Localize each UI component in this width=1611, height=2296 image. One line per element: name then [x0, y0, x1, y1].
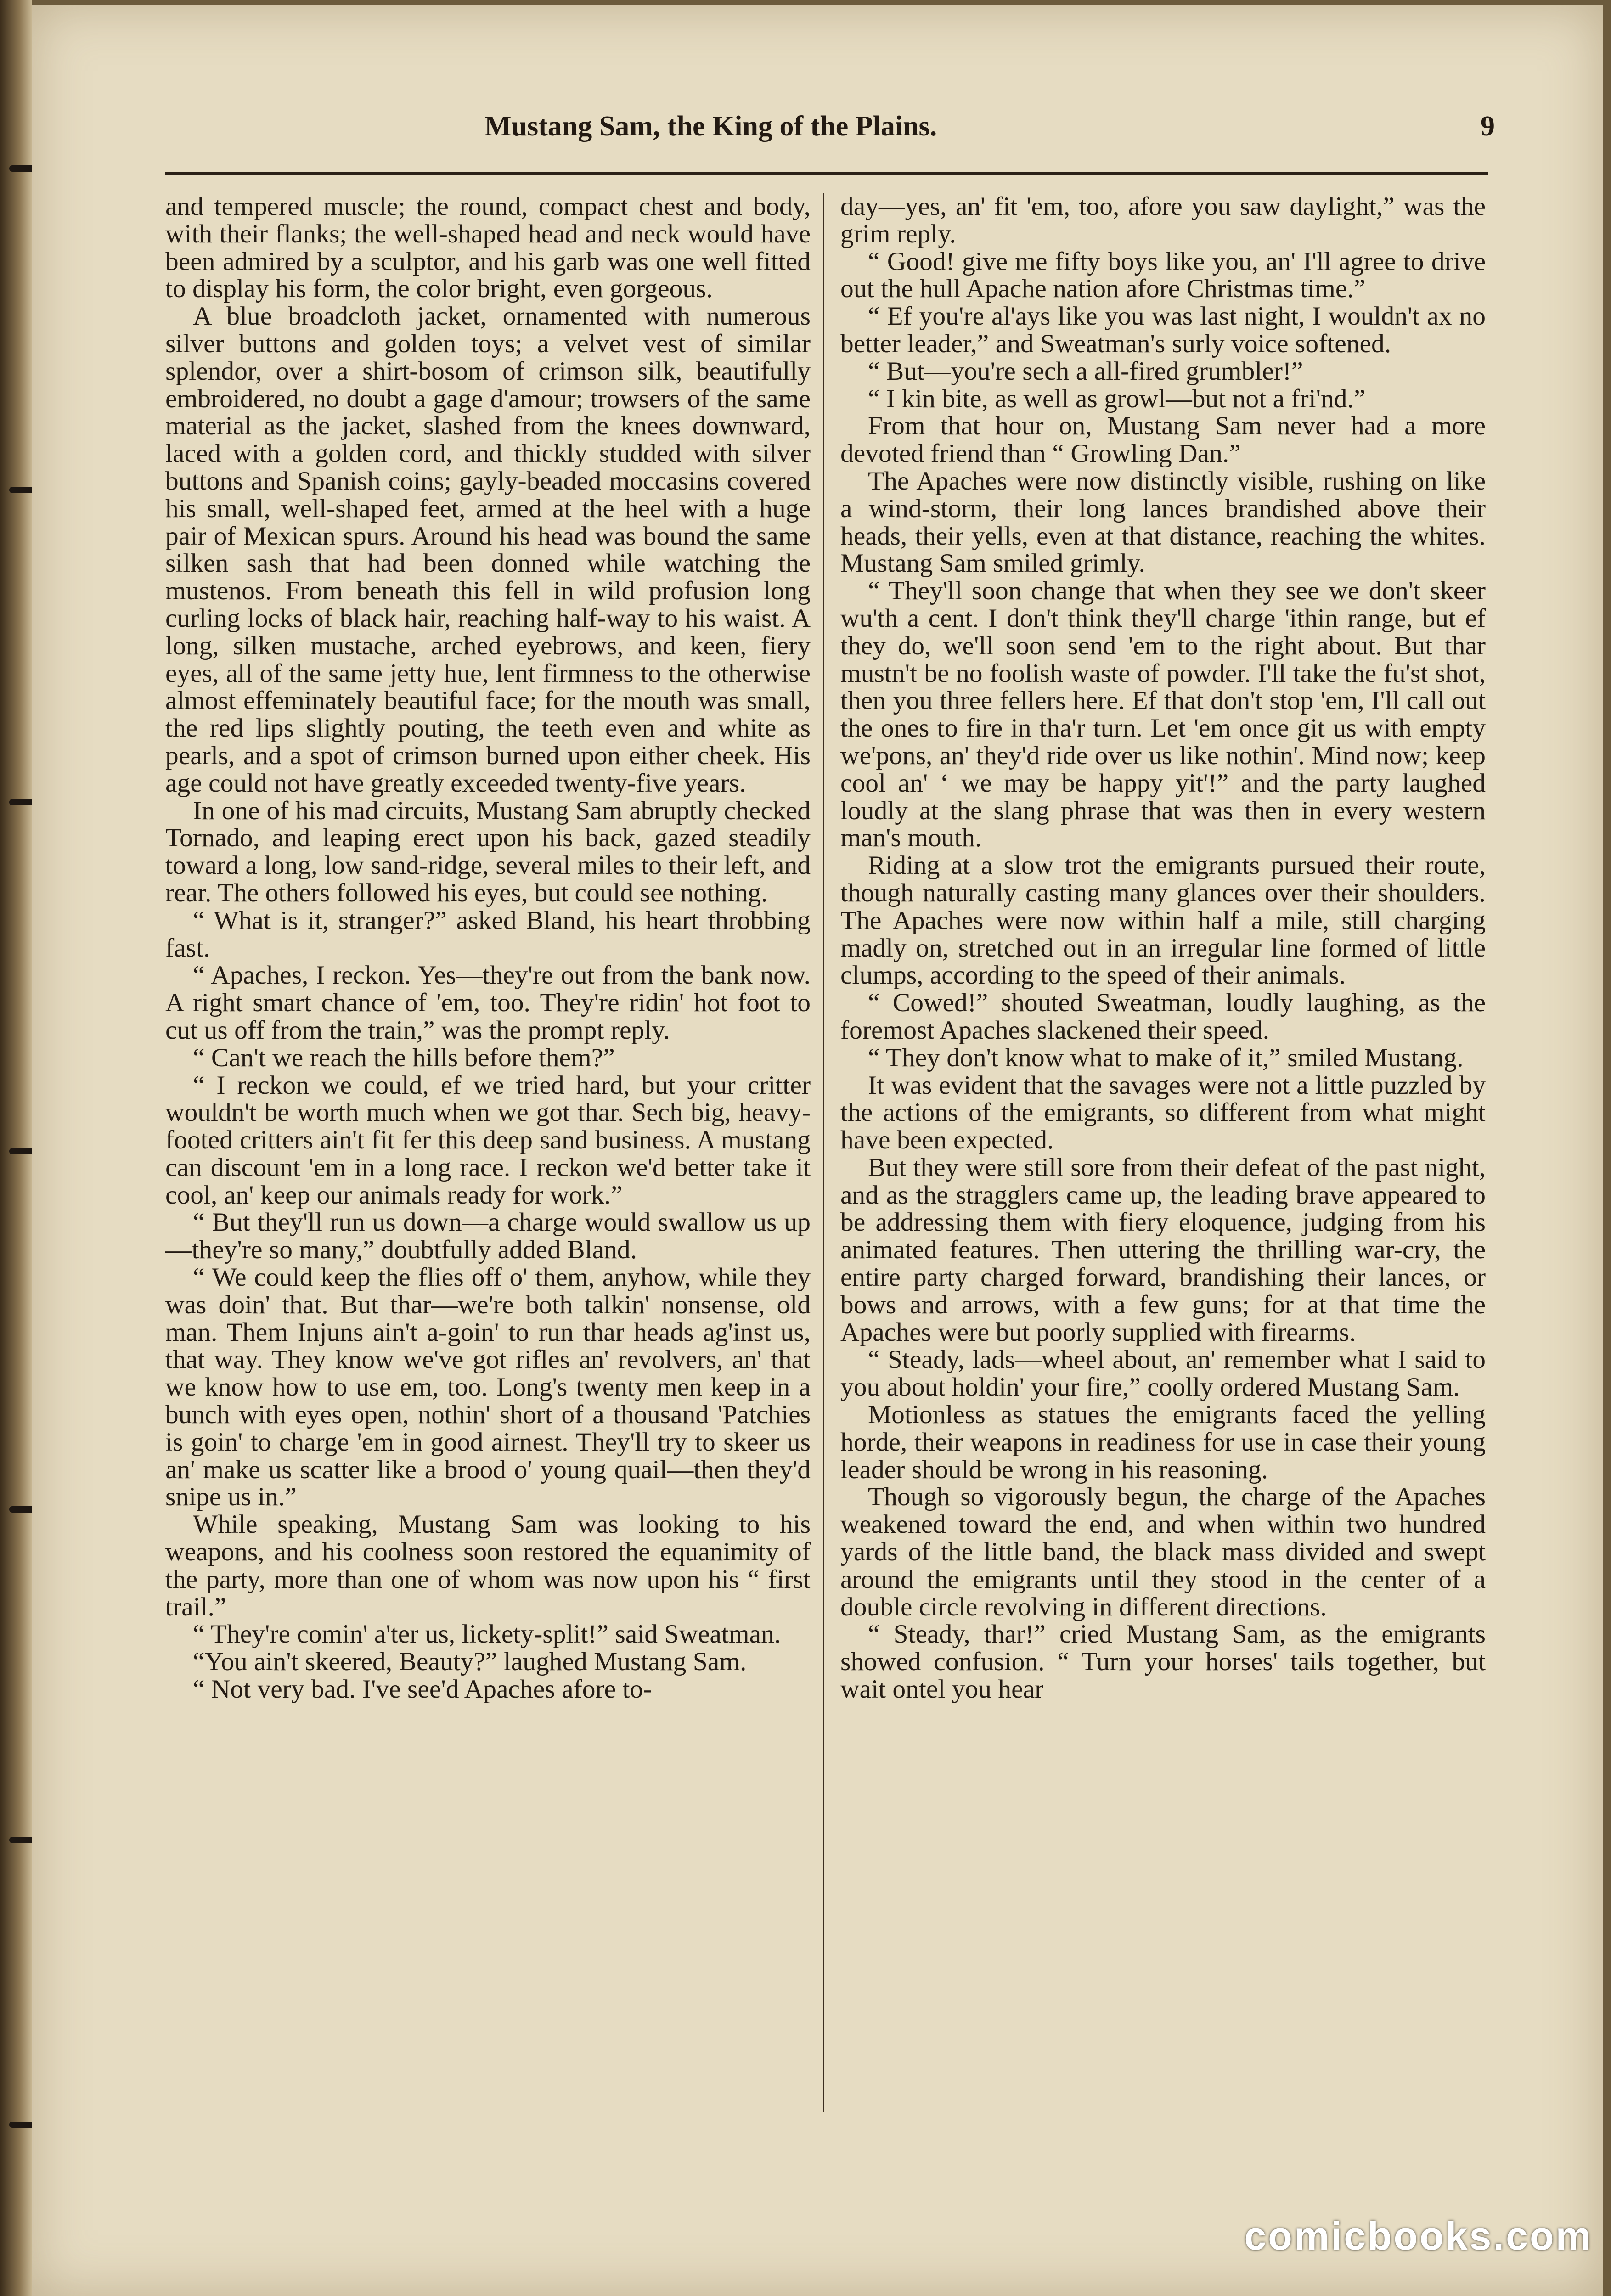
paragraph: Riding at a slow trot the emigrants pursued their route, though naturally casting many glances over their shoulders. The Apaches were now within half a mile, still charging madly on, stretched out in an irregular line formed of little clumps, according to the speed of their animals.: [840, 851, 1486, 990]
paragraph: “ Good! give me fifty boys like you, an' I'll agree to drive out the hull Apache nation afore Christmas time.”: [840, 247, 1486, 304]
paragraph: A blue broadcloth jacket, ornamented with numerous silver buttons and golden toys; a velvet vest of similar splendor, over a shirt-bosom of crimson silk, beautifully embroidered, no doubt a gage d'amour; trowsers of the same material as the jacket, slashed from the knees downward, laced with a golden cord, and thickly studded with silver buttons and Spanish coins; gayly-beaded moccasins covered his small, well-shaped feet, armed at the heel with a huge pair of Mexican spurs. Around his head was bound the same silken sash that had been donned while watching the mustenos. From beneath this fell in wild profusion long curling locks of black hair, reaching half-way to his waist. A long, silken mustache, arched eyebrows, and keen, fiery eyes, all of the same jetty hue, lent firmness to the otherwise almost effeminately beautiful face; for the mouth was small, the red lips slightly pouting, the teeth even and white as pearls, and a spot of crimson burned upon either cheek. His age could not have greatly exceeded twenty-five years.: [165, 302, 811, 798]
paragraph: Though so vigorously begun, the charge of the Apaches weakened toward the end, and when within two hundred yards of the little band, the black mass divided and swept around the emigrants until they stood in the center of a double circle revolving in different directions.: [840, 1482, 1486, 1621]
paragraph: Motionless as statues the emigrants faced the yelling horde, their weapons in readiness for use in case their young leader should be wrong in his reasoning.: [840, 1400, 1486, 1484]
column-divider: [823, 193, 824, 2112]
paragraph: The Apaches were now distinctly visible, rushing on like a wind-storm, their long lances brandished above their heads, their yells, even at that distance, reaching the whites. Mustang Sam smiled grimly.: [840, 466, 1486, 578]
paragraph: But they were still sore from their defeat of the past night, and as the stragglers came up, the leading brave appeared to be addressing them with fiery eloquence, judging from his animated features. Then uttering the thrilling war-cry, the entire party charged forward, brandishing their lances, or bows and arrows, with a few guns; for at that time the Apaches were but poorly supplied with firearms.: [840, 1153, 1486, 1347]
paragraph: While speaking, Mustang Sam was looking to his weapons, and his coolness soon restored the equanimity of the party, more than one of whom was now upon his “ first trail.”: [165, 1510, 811, 1621]
paragraph: “ Apaches, I reckon. Yes—they're out from the bank now. A right smart chance of 'em, too. They're ridin' hot foot to cut us off from the train,” was the prompt reply.: [165, 961, 811, 1045]
paragraph: “ Can't we reach the hills before them?”: [193, 1043, 615, 1072]
paragraph: “You ain't skeered, Beauty?” laughed Mustang Sam.: [193, 1647, 747, 1677]
paragraph: From that hour on, Mustang Sam never had a more devoted friend than “ Growling Dan.”: [840, 411, 1486, 468]
paragraph: “ They don't know what to make of it,” smiled Mustang.: [868, 1043, 1464, 1072]
running-title: Mustang Sam, the King of the Plains.: [484, 111, 937, 142]
paragraph: “ I reckon we could, ef we tried hard, but your critter wouldn't be worth much when we got thar. Sech big, heavy-footed critters ain't fit fer this deep sand business. A mustang can discount 'em in a long race. I reckon we'd better take it cool, an' keep our animals ready for work.”: [165, 1070, 811, 1210]
page-number: 9: [1481, 111, 1495, 142]
paragraph: It was evident that the savages were not a little puzzled by the actions of the emigrants, so different from what might have been expected.: [840, 1070, 1486, 1155]
paragraph: “ Steady, thar!” cried Mustang Sam, as the emigrants showed confusion. “ Turn your horses' tails together, but wait ontel you hear: [840, 1620, 1486, 1704]
page-header: [163, 110, 1495, 147]
header-rule: [165, 172, 1488, 175]
paragraph: “ Not very bad. I've see'd Apaches afore to-: [193, 1675, 652, 1704]
paragraph: In one of his mad circuits, Mustang Sam abruptly checked Tornado, and leaping erect upon his back, gazed steadily toward a long, low sand-ridge, several miles to their left, and rear. The others followed his eyes, but could see nothing.: [165, 796, 811, 907]
paragraph: “ What is it, stranger?” asked Bland, his heart throbbing fast.: [165, 906, 811, 962]
paragraph: “ Cowed!” shouted Sweatman, loudly laughing, as the foremost Apaches slackened their speed.: [840, 988, 1486, 1045]
paragraph: “ They're comin' a'ter us, lickety-split!” said Sweatman.: [193, 1620, 781, 1649]
paragraph: day—yes, an' fit 'em, too, afore you saw daylight,” was the grim reply.: [840, 193, 1486, 248]
book-binding: [0, 0, 32, 2296]
paragraph: “ They'll soon change that when they see we don't skeer wu'th a cent. I don't think they'll charge 'ithin range, but ef they do, we'll soon send 'em to the right about. But thar mustn't be no foolish waste of powder. I'll take the fu'st shot, then you three fellers here. Ef that don't stop 'em, I'll call out the ones to fire in tha'r turn. Let 'em once git us with empty we'pons, an' they'd ride over us like nothin'. Mind now; keep cool an' ‘ we may be happy yit'!” and the party laughed loudly at the slang phrase that was then in every western man's mouth.: [840, 576, 1486, 853]
paragraph: “ Ef you're al'ays like you was last night, I wouldn't ax no better leader,” and Sweatman's surly voice softened.: [840, 302, 1486, 358]
paragraph: “ But—you're sech a all-fired grumbler!”: [868, 356, 1303, 386]
paragraph: “ We could keep the flies off o' them, anyhow, while they was doin' that. But thar—we're both talkin' nonsense, old man. Them Injuns ain't a-goin' to run thar heads ag'inst us, that way. They know we've got rifles an' revolvers, an' that we know how to use em, too. Long's twenty men keep in a bunch with eyes open, nothin' short of a thousand 'Patchies is goin' to charge 'em in good airnest. They'll try to skeer us an' make us scatter like a brood o' young quail—then they'd snipe us in.”: [165, 1263, 811, 1512]
paragraph: and tempered muscle; the round, compact chest and body, with their flanks; the well-shaped head and neck would have been admired by a sculptor, and his garb was one well fitted to display his form, the color bright, even gorgeous.: [165, 193, 811, 304]
paragraph: “ Steady, lads—wheel about, an' remember what I said to you about holdin' your fire,” coolly ordered Mustang Sam.: [840, 1345, 1486, 1402]
paragraph: “ I kin bite, as well as growl—but not a fri'nd.”: [868, 384, 1366, 413]
paragraph: “ But they'll run us down—a charge would swallow us up—they're so many,” doubtfully added Bland.: [165, 1208, 811, 1265]
right-column: [840, 193, 1486, 2144]
site-watermark: comicbooks.com: [1244, 2214, 1593, 2258]
left-column: [165, 193, 811, 2144]
